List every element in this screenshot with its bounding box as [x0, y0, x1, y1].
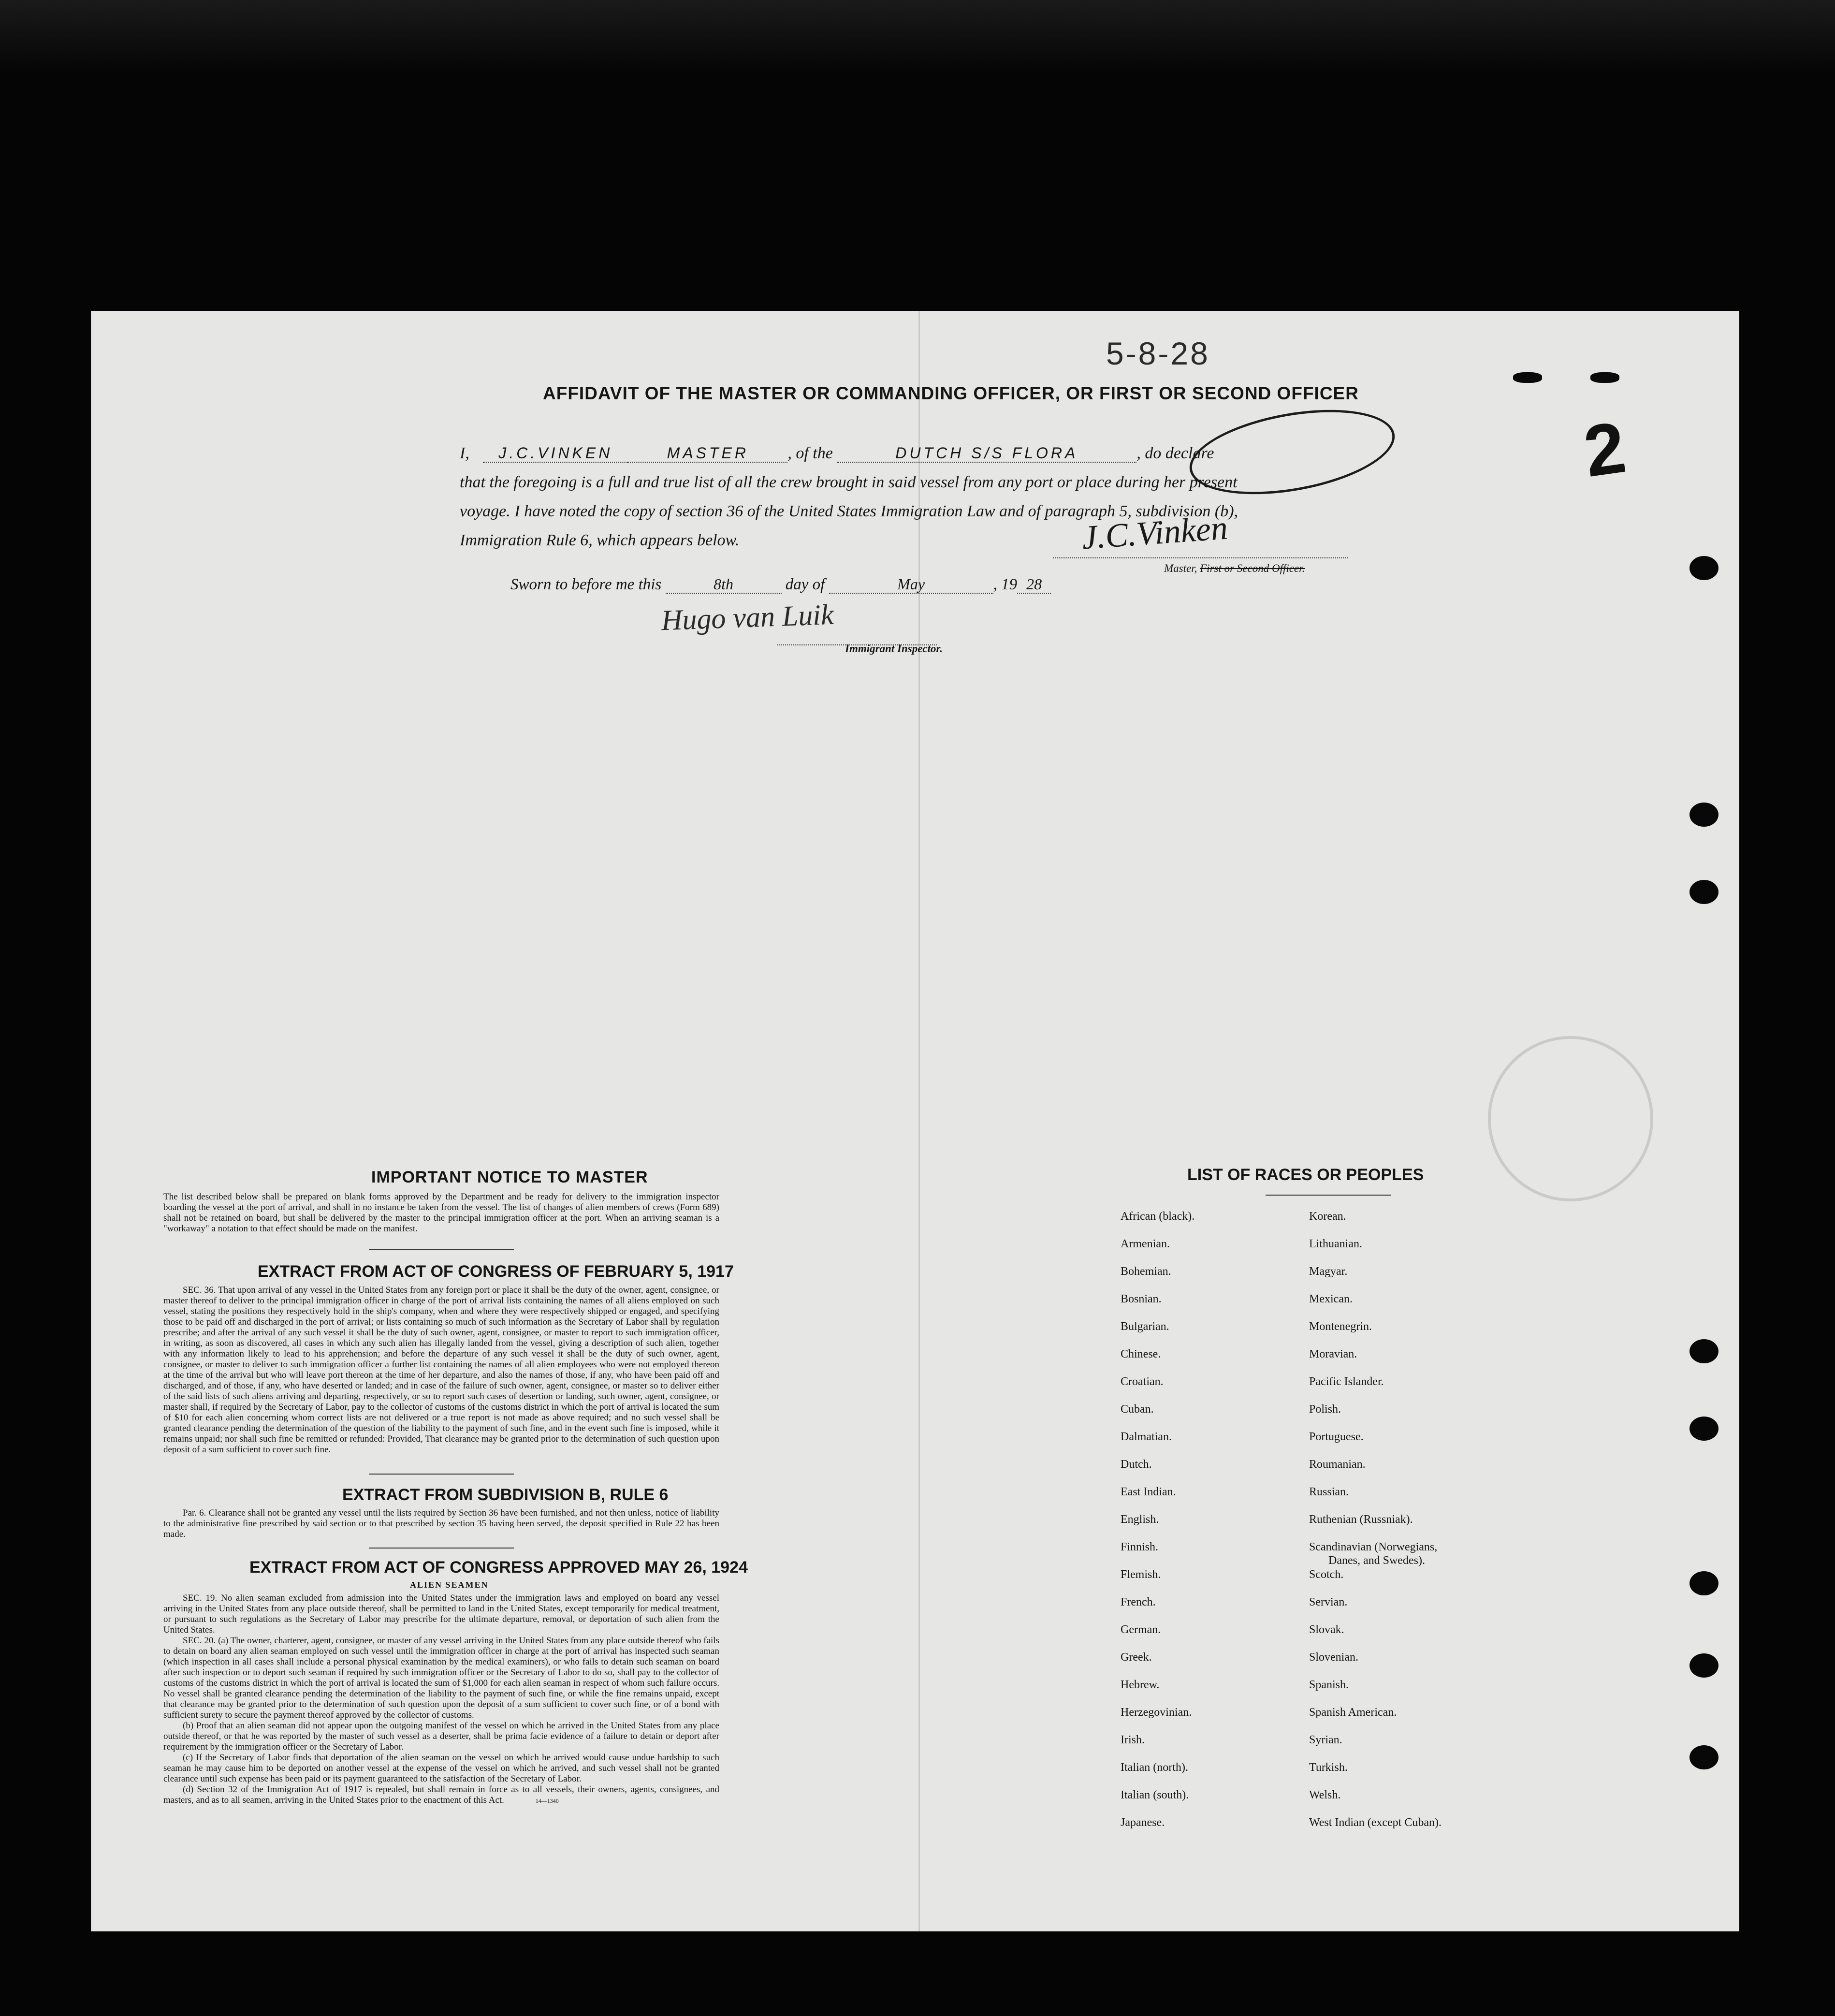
punch-hole — [1590, 372, 1619, 383]
race-item: Ruthenian (Russniak). — [1309, 1513, 1413, 1526]
race-item: East Indian. — [1121, 1486, 1176, 1498]
vessel-field: DUTCH S/S FLORA — [837, 444, 1136, 463]
extract-rule6-title: EXTRACT FROM SUBDIVISION B, RULE 6 — [342, 1486, 669, 1504]
section-divider — [369, 1548, 514, 1549]
race-item: Herzegovinian. — [1121, 1706, 1192, 1719]
race-item: Lithuanian. — [1309, 1238, 1362, 1250]
section-divider — [369, 1249, 514, 1250]
race-item: English. — [1121, 1513, 1159, 1526]
day-label: day of — [785, 576, 825, 593]
sec-20d-body: (d) Section 32 of the Immigration Act of 1917 is repealed, but shall remain in force as to all vessels, their owners, agents, consignees, and masters, and as to all seamen, arriving in the United States prior to the enactment of this Act. — [163, 1784, 719, 1805]
race-item: Slovenian. — [1309, 1651, 1358, 1664]
rank-field: MASTER — [628, 444, 787, 463]
race-item: Bulgarian. — [1121, 1320, 1169, 1333]
race-item: Cuban. — [1121, 1403, 1154, 1416]
declare-label: , do declare — [1136, 444, 1214, 462]
notice-title: IMPORTANT NOTICE TO MASTER — [371, 1168, 648, 1186]
inspector-caption: Immigrant Inspector. — [845, 643, 943, 655]
sec-20d-text — [163, 1784, 719, 1806]
races-title: LIST OF RACES OR PEOPLES — [1187, 1166, 1424, 1184]
punch-hole — [1689, 1417, 1718, 1441]
master-caption-struck: First or Second Officer. — [1200, 562, 1305, 574]
race-item: Mexican. — [1309, 1293, 1353, 1305]
extract-1917-text: SEC. 36. That upon arrival of any vessel in the United States from any foreign port or place it shall be the duty of the owner, agent, consignee, or master thereof to deliver to the principal immigration officer in charge of the port of arrival lists containing the names of all aliens employed on such vessel, stating the positions they respectively hold in the ship's company, when and where they were respectively shipped or engaged, and specifying those to be paid off and discharged in the port of arrival; or lists containing so much of such information as the Secretary of Labor shall by regulation prescribe; and after the arrival of any such vessel it shall be the duty of such owner, agent, consignee, or master to report to such immigration officer, in writing, as soon as discovered, all cases in which any such alien has illegally landed from the vessel, giving a description of such alien, together with any information likely to lead to his apprehension; and before the departure of any such vessel it shall be the duty of such owner, agent, consignee, or master to deliver to such immigration officer a further list containing the names of all alien employees who were not employed thereon at the time of the arrival but who will leave port thereon at the time of her departure, and also the names of those, if any, who have been paid off and discharged, and of those, if any, who have deserted or landed; and in case of the failure of such owner, agent, consignee, or master so to deliver either of the said lists of such aliens arriving and departing, respectively, or so to report such cases of desertion or landing, such owner, agent, consignee, or master shall, if required by the Secretary of Labor, pay to the collector of customs of the customs district in which the port of arrival is located the sum of $10 for each alien concerning whom correct lists are not delivered or a true report is not made as above required; and no such vessel shall be granted clearance pending the determination of the question of the liability to the payment of such fine, and in the event such fine is imposed, while it remains unpaid; nor shall such fine be remitted or refunded: Provided, That clearance may be granted prior to the determination of such question upon deposit of a sum sufficient to cover such fine. — [163, 1285, 719, 1455]
sworn-label: Sworn to before me this — [510, 576, 662, 593]
document-page — [91, 311, 1739, 1931]
race-item: Servian. — [1309, 1596, 1348, 1608]
race-item: Flemish. — [1121, 1568, 1161, 1581]
race-item: Spanish American. — [1309, 1706, 1397, 1719]
of-the-label: , of the — [787, 444, 833, 462]
race-item: West Indian (except Cuban). — [1309, 1816, 1442, 1829]
handwritten-margin-mark: 2 — [1579, 406, 1631, 492]
race-item: Chinese. — [1121, 1348, 1161, 1360]
race-item: Scotch. — [1309, 1568, 1344, 1581]
race-item: Danes, and Swedes). — [1328, 1554, 1425, 1567]
section-divider — [369, 1474, 514, 1475]
race-item: Polish. — [1309, 1403, 1341, 1416]
punch-hole — [1689, 1745, 1718, 1769]
form-number: 14—1340 — [535, 1797, 559, 1804]
affidavit-body — [460, 439, 1451, 555]
sec-20b-text: (b) Proof that an alien seaman did not appear upon the outgoing manifest of the vessel on which he arrived in the United States from any place outside thereof, or that he was reported by the master of such vessel as a deserter, shall be prima facie evidence of a failure to detain or deport after requirement by the immigration officer or the Secretary of Labor. — [163, 1721, 719, 1752]
race-item: Pacific Islander. — [1309, 1375, 1384, 1388]
race-item: Roumanian. — [1309, 1458, 1366, 1471]
inspector-signature: Hugo van Luik — [660, 598, 834, 637]
race-item: Italian (south). — [1121, 1789, 1189, 1801]
race-item: African (black). — [1121, 1210, 1195, 1223]
race-item: Scandinavian (Norwegians, — [1309, 1541, 1438, 1553]
punch-hole — [1689, 1339, 1718, 1363]
affidavit-line-3: voyage. I have noted the copy of section 36 of the United States Immigration Law and of paragraph 5, subdivision (b), — [460, 502, 1238, 520]
race-item: Bosnian. — [1121, 1293, 1162, 1305]
affidavit-line-2: that the foregoing is a full and true list of all the crew brought in said vessel from any port or place during her present — [460, 473, 1238, 491]
race-item: Montenegrin. — [1309, 1320, 1372, 1333]
race-item: Moravian. — [1309, 1348, 1357, 1360]
race-item: Irish. — [1121, 1734, 1145, 1746]
race-item: Welsh. — [1309, 1789, 1341, 1801]
affidavit-line-4: Immigration Rule 6, which appears below. — [460, 531, 740, 549]
sec-19-text: SEC. 19. No alien seaman excluded from admission into the United States under the immigration laws and employed on board any vessel arriving in the United States from any place outside thereof, shall be permitted to land in the United States, except temporarily for medical treatment, or pursuant to such regulations as the Secretary of Labor may prescribe for the ultimate departure, removal, or deportation of such alien from the United States. — [163, 1593, 719, 1635]
race-item: Dalmatian. — [1121, 1431, 1172, 1443]
punch-hole — [1689, 880, 1718, 904]
master-signature-line — [1053, 557, 1348, 558]
sec-20c-text: (c) If the Secretary of Labor finds that deportation of the alien seaman on the vessel on which he arrived would cause undue hardship to such seaman he may cause him to be deported on another vessel at the expense of the vessel on which he arrived, and such vessel shall not be granted clearance until such expense has been paid or its payment guaranteed to the satisfaction of the Secretary of Labor. — [163, 1753, 719, 1784]
race-item: Greek. — [1121, 1651, 1152, 1664]
race-item: Dutch. — [1121, 1458, 1152, 1471]
punch-hole — [1689, 1653, 1718, 1678]
punch-hole — [1689, 556, 1718, 580]
master-signature: J.C.Vinken — [1080, 509, 1229, 557]
affidavit-title: AFFIDAVIT OF THE MASTER OR COMMANDING OFFICER, OR FIRST OR SECOND OFFICER — [543, 383, 1359, 403]
races-divider — [1266, 1195, 1391, 1196]
extract-1924-text — [163, 1593, 719, 1806]
race-item: Finnish. — [1121, 1541, 1159, 1553]
race-item: Russian. — [1309, 1486, 1349, 1498]
day-field: 8th — [666, 575, 782, 594]
race-item: Italian (north). — [1121, 1761, 1188, 1774]
sworn-line — [510, 575, 1051, 594]
race-item: Spanish. — [1309, 1679, 1349, 1691]
race-item: Japanese. — [1121, 1816, 1165, 1829]
race-item: Magyar. — [1309, 1265, 1348, 1278]
race-item: Syrian. — [1309, 1734, 1342, 1746]
race-item: Hebrew. — [1121, 1679, 1160, 1691]
alien-seamen-subtitle: ALIEN SEAMEN — [410, 1580, 489, 1590]
year-prefix: , 19 — [993, 576, 1018, 593]
extract-1924-title: EXTRACT FROM ACT OF CONGRESS APPROVED MAY 26, 1924 — [249, 1558, 748, 1577]
punch-hole — [1689, 1571, 1718, 1595]
name-field: J.C.VINKEN — [483, 444, 628, 463]
race-item: German. — [1121, 1623, 1161, 1636]
race-item: Turkish. — [1309, 1761, 1348, 1774]
extract-1917-title: EXTRACT FROM ACT OF CONGRESS OF FEBRUARY 5, 1917 — [258, 1262, 734, 1281]
year-field: 28 — [1017, 575, 1051, 594]
race-item: French. — [1121, 1596, 1156, 1608]
punch-hole — [1513, 372, 1542, 383]
race-item: Armenian. — [1121, 1238, 1170, 1250]
scan-top-edge — [0, 0, 1835, 73]
sec-20a-text: SEC. 20. (a) The owner, charterer, agent, consignee, or master of any vessel arriving in the United States from any place outside thereof who fails to detain on board any alien seaman employed on such vessel until the immigration officer in charge at the port of arrival has inspected such seaman (which inspection in all cases shall include a personal physical examination by the medical examiners), or who fails to detain such seaman on board after such inspection or to deport such seaman if required by such immigration officer or the Secretary of Labor to do so, shall pay to the collector of customs of the customs district in which the port of arrival is located the sum of $1,000 for each alien seaman in respect of whom such failure occurs. No vessel shall be granted clearance pending the determination of the liability to the payment of such fine, or while the fine remains unpaid, except that clearance may be granted prior to the determination of such question upon the deposit of a sum sufficient to cover such fine, or of a bond with sufficient surety to secure the payment thereof approved by the collector of customs. — [163, 1636, 719, 1720]
race-item: Bohemian. — [1121, 1265, 1171, 1278]
extract-rule6-text: Par. 6. Clearance shall not be granted any vessel until the lists required by Section 36 have been furnished, and not then unless, notice of liability to the administrative fine prescribed by said section or to that prescribed by section 35 having been served, the deposit specified in Rule 22 has been made. — [163, 1508, 719, 1539]
faint-seal-stamp — [1488, 1036, 1653, 1201]
notice-text: The list described below shall be prepared on blank forms approved by the Department and be ready for delivery to the immigration inspector boarding the vessel at the port of arrival, and shall in no instance be taken from the vessel. The list of changes of alien members of crews (Form 689) shall not be retained on board, but shall be delivered by the master to the principal immigration officer at the port. When an arriving seaman is a "workaway" a notation to that effect should be made on the manifest. — [163, 1192, 719, 1234]
affidavit-line-1 — [460, 439, 1451, 468]
master-caption-master: Master, — [1164, 562, 1197, 574]
race-item: Korean. — [1309, 1210, 1346, 1223]
master-caption — [1164, 562, 1305, 575]
punch-hole — [1689, 803, 1718, 827]
i-label: I, — [460, 444, 469, 462]
race-item: Portuguese. — [1309, 1431, 1364, 1443]
race-item: Slovak. — [1309, 1623, 1344, 1636]
handwritten-date-note: 5-8-28 — [1106, 336, 1210, 371]
race-item: Croatian. — [1121, 1375, 1164, 1388]
month-field: May — [829, 575, 993, 594]
